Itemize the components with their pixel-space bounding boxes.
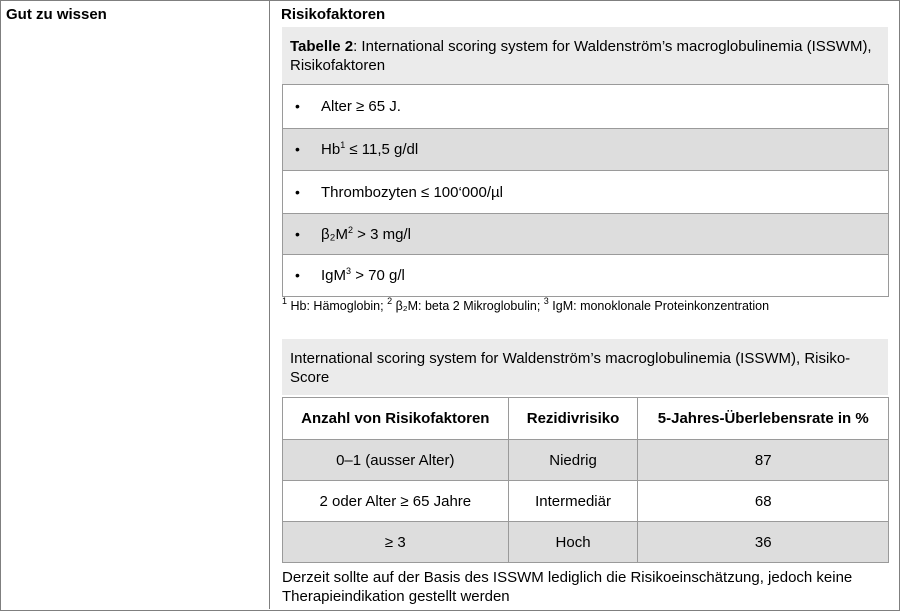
table-cell: 2 oder Alter ≥ 65 Jahre [283, 481, 509, 522]
score-table-caption: International scoring system for Waldenström’s macroglobulinemia (ISSWM), Risiko-Score [282, 339, 888, 395]
risk-factor-row [283, 171, 889, 214]
risk-factor-text: β₂M [321, 225, 348, 243]
table-cell: ≥ 3 [283, 522, 509, 563]
risk-factor-text: IgM [321, 267, 347, 284]
footnote-marker: 1 [282, 296, 288, 306]
footnote-text: IgM: monoklonale Proteinkonzentration [548, 299, 770, 313]
footnote-marker: 3 [346, 266, 352, 276]
table-cell: Intermediär [508, 481, 638, 522]
footnote-text: β₂M: beta 2 Mikroglobulin; [392, 299, 544, 313]
left-heading: Gut zu wissen [6, 6, 107, 23]
risk-factor-text: Hb [321, 141, 341, 158]
risk-factor-row [283, 255, 889, 297]
table-row [283, 522, 889, 563]
risk-factor-text: > 70 g/l [351, 267, 405, 284]
table-cell: 0–1 (ausser Alter) [283, 440, 509, 481]
column-divider [269, 0, 270, 609]
risk-factor-text: Alter ≥ 65 J. [321, 98, 401, 115]
risk-factor-table [282, 84, 889, 297]
bullet-icon: • [295, 267, 300, 283]
table-cell: Niedrig [508, 440, 638, 481]
risk-factor-text: ≤ 11,5 g/dl [345, 141, 419, 158]
table-cell: 68 [638, 481, 889, 522]
footnote-marker: 2 [387, 296, 393, 306]
footnote-text: Hb: Hämoglobin; [287, 299, 388, 313]
table-cell: 36 [638, 522, 889, 563]
risk-factor-row [283, 85, 889, 129]
column-header: Rezidivrisiko [508, 398, 638, 440]
table2-caption-text: : International scoring system for Waldenström’s macroglobulinemia (ISSWM), Risikofaktoren [290, 38, 872, 74]
table-cell: 87 [638, 440, 889, 481]
score-header-row [283, 398, 889, 440]
table-row [283, 481, 889, 522]
column-header: 5-Jahres-Überlebensrate in % [638, 398, 889, 440]
bullet-icon: • [295, 98, 300, 114]
footnote-marker: 3 [543, 296, 549, 306]
table2-caption [282, 27, 888, 84]
table2-footnote [282, 296, 770, 313]
table-cell: Hoch [508, 522, 638, 563]
bullet-icon: • [295, 141, 300, 157]
bullet-icon: • [295, 225, 300, 242]
risk-score-table [282, 397, 889, 563]
footnote-marker: 1 [340, 140, 346, 150]
table-row [283, 440, 889, 481]
column-header: Anzahl von Risikofaktoren [283, 398, 509, 440]
risk-factor-row [283, 129, 889, 171]
footnote-marker: 2 [347, 224, 353, 235]
table2-label: Tabelle 2 [290, 38, 354, 55]
risk-factor-text: > 3 mg/l [352, 225, 411, 243]
closing-note: Derzeit sollte auf der Basis des ISSWM lediglich die Risikoeinschätzung, jedoch keine Therapieindikation gestellt werden [282, 569, 853, 605]
risk-factor-row [283, 214, 889, 255]
risk-factor-text: Thrombozyten ≤ 100‘000/µl [321, 183, 503, 201]
bullet-icon: • [295, 183, 300, 200]
right-heading: Risikofaktoren [281, 6, 386, 23]
